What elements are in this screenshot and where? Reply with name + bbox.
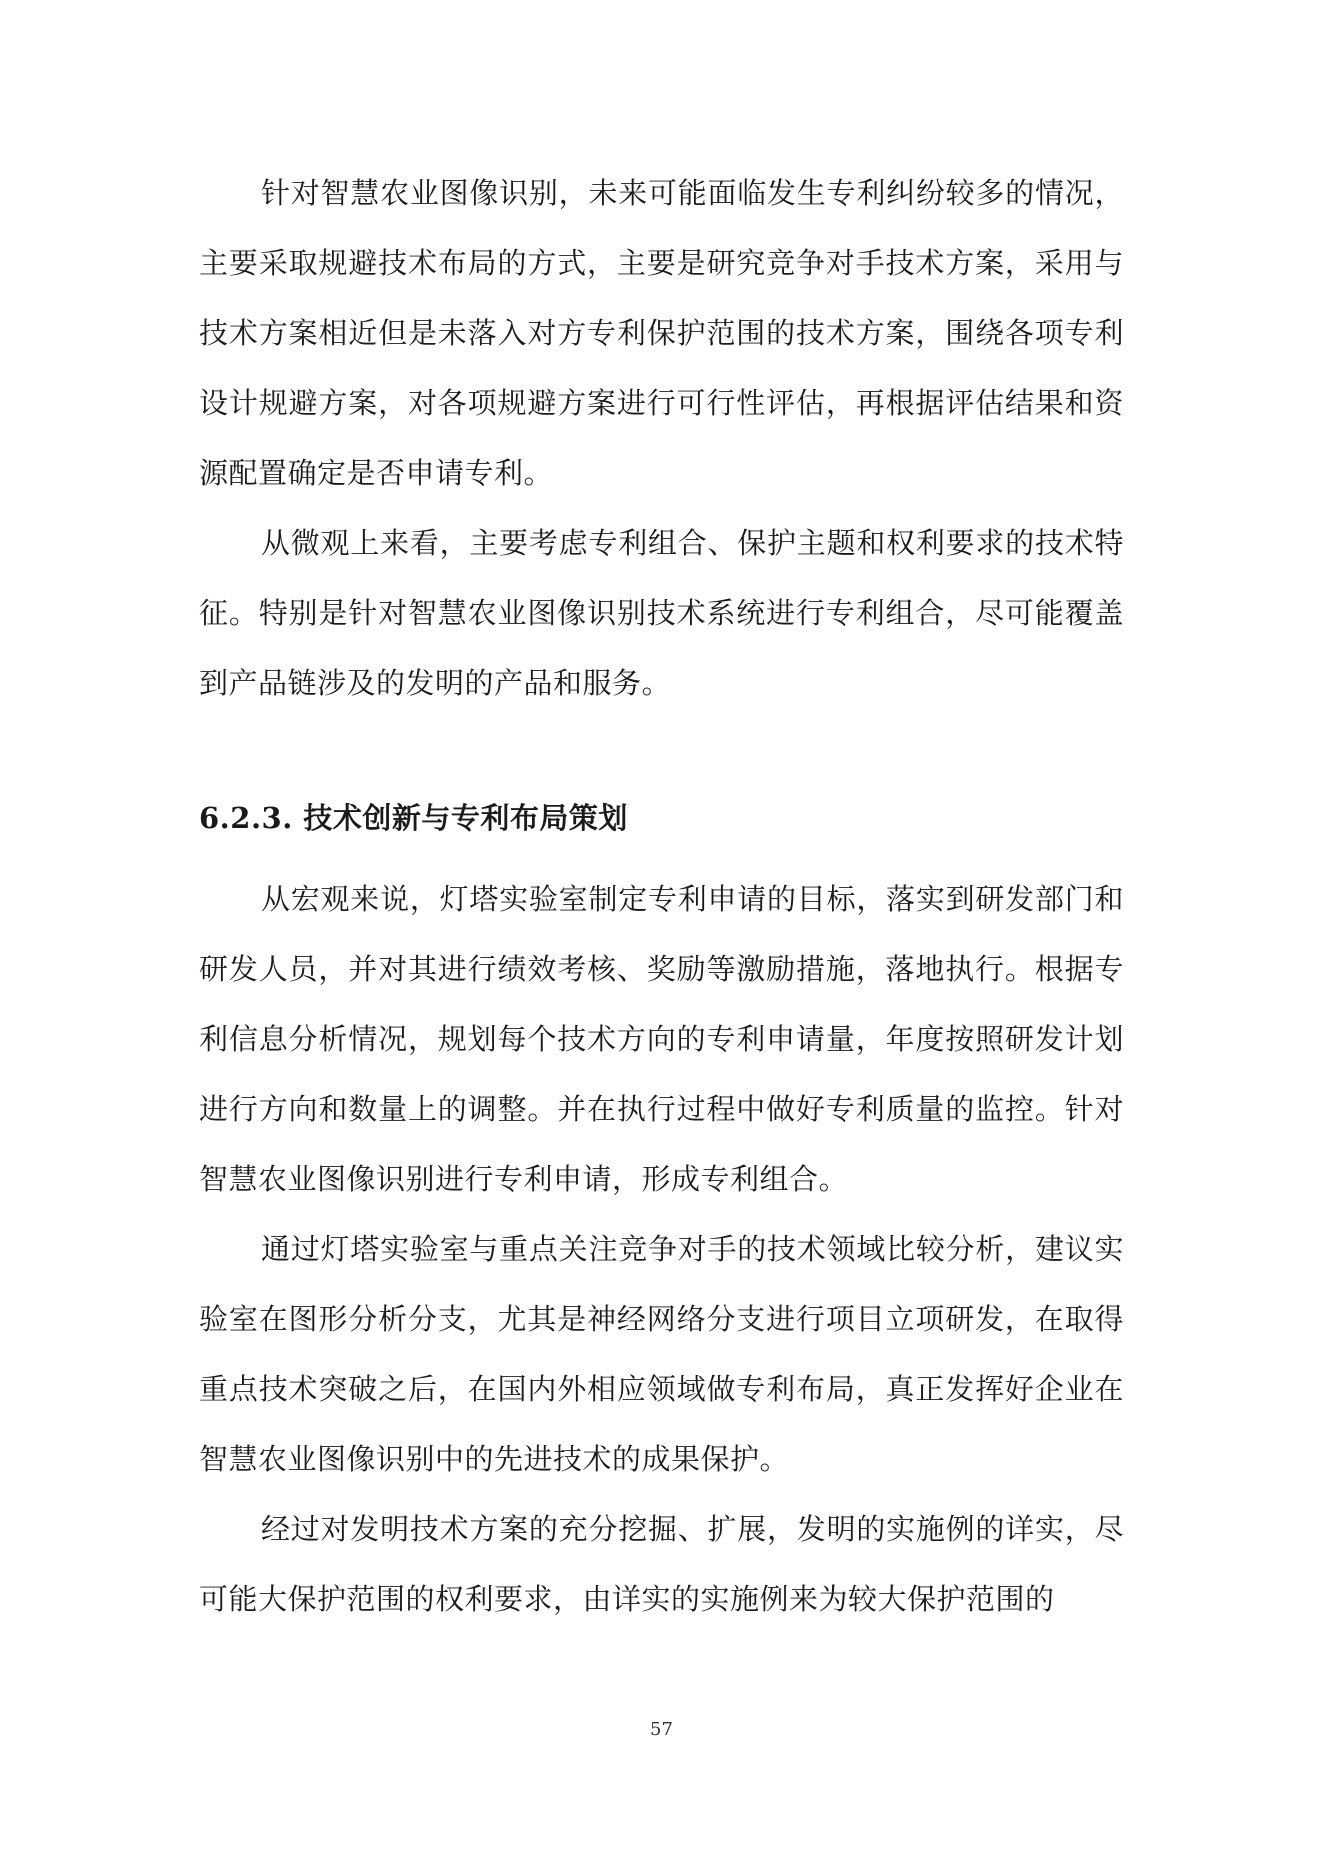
paragraph: 从宏观来说，灯塔实验室制定专利申请的目标，落实到研发部门和研发人员，并对其进行绩效考核、奖励等激励措施，落地执行。根据专利信息分析情况，规划每个技术方向的专利申请量，年度按照研发计划进行方向和数量上的调整。并在执行过程中做好专利质量的监控。针对智慧农业图像识别进行专利申请，形成专利组合。 (199, 882, 1124, 1196)
paragraph: 从微观上来看，主要考虑专利组合、保护主题和权利要求的技术特征。特别是针对智慧农业图像识别技术系统进行专利组合，尽可能覆盖到产品链涉及的发明的产品和服务。 (199, 526, 1124, 700)
section-heading: 6.2.3. 技术创新与专利布局策划 (199, 801, 628, 835)
text-block-bottom (199, 864, 1124, 1634)
page-number: 57 (650, 1719, 673, 1740)
paragraph: 通过灯塔实验室与重点关注竞争对手的技术领域比较分析，建议实验室在图形分析分支，尤其是神经网络分支进行项目立项研发，在取得重点技术突破之后，在国内外相应领域做专利布局，真正发挥好企业在智慧农业图像识别中的先进技术的成果保护。 (199, 1232, 1124, 1476)
paragraph: 针对智慧农业图像识别，未来可能面临发生专利纠纷较多的情况，主要采取规避技术布局的方式，主要是研究竞争对手技术方案，采用与技术方案相近但是未落入对方专利保护范围的技术方案，围绕各项专利设计规避方案，对各项规避方案进行可行性评估，再根据评估结果和资源配置确定是否申请专利。 (199, 176, 1124, 490)
paragraph: 经过对发明技术方案的充分挖掘、扩展，发明的实施例的详实，尽可能大保护范围的权利要求，由详实的实施例来为较大保护范围的 (199, 1512, 1124, 1616)
text-block-top (199, 158, 1124, 718)
